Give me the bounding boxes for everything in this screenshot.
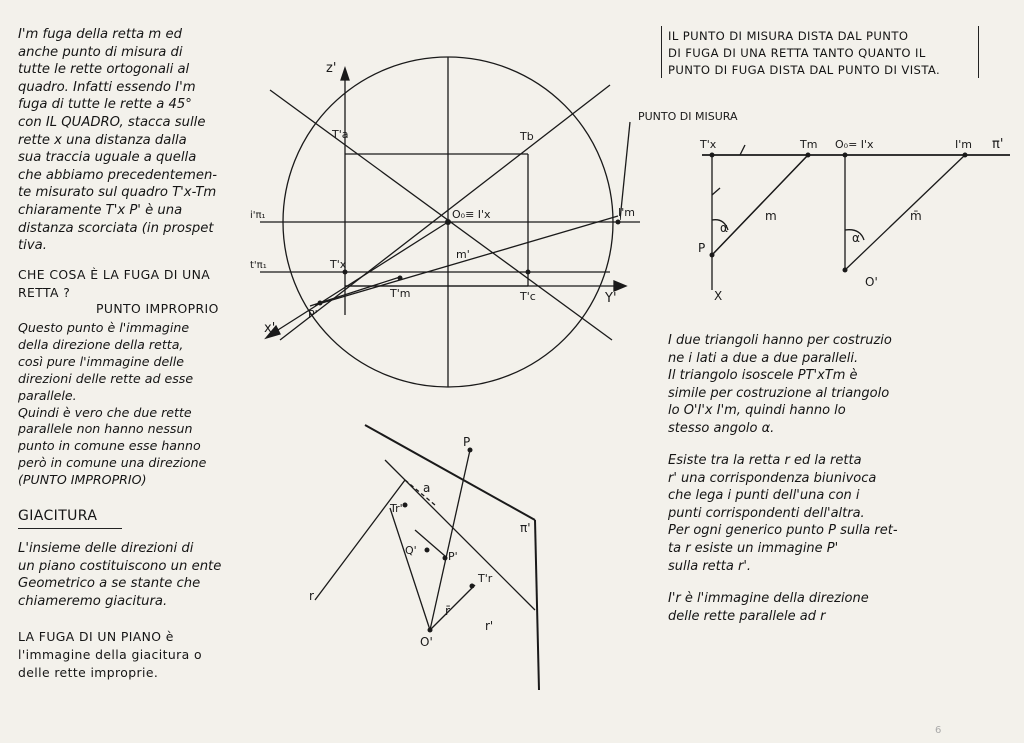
point-improper-title: PUNTO IMPROPRIO [96,301,219,316]
triangles-paragraph: I due triangoli hanno per costruzio ne i lati a due a due paralleli. Il triangolo isoscele PT'xTm è simile per costruzione al triangolo lo O'I'x I'm, quindi hanno lo stesso angolo α. [668,333,892,436]
point-improper-text: Questo punto è l'immagine della direzione della retta, così pure l'immagine delle direzioni delle rette ad esse parallele. Quindi è vero che due rette parallele non hanno nessun punto in comune esse hanno però in comune una direzione (PUNTO IMPROPRIO) [18,320,207,488]
label-a: a [423,481,431,495]
label-p-big: P [463,435,471,449]
label-p: P' [308,308,318,321]
measure-point-diagram [620,100,1020,300]
label-tx3: T'x [700,138,717,151]
boxed-note: IL PUNTO DI MISURA DISTA DAL PUNTO DI FUGA DI UNA RETTA TANTO QUANTO IL PUNTO DI FUGA DISTA DAL PUNTO DI VISTA. [668,29,941,77]
label-q: Q' [405,544,417,557]
label-r: r [309,589,314,603]
label-im: I'm [618,206,635,219]
label-r-prime: r' [485,619,494,633]
label-tpi: t'π₁ [250,260,267,271]
label-ta: T'a [332,128,349,141]
label-m-bar: m̄ [910,209,922,223]
label-tb: Tb [520,130,534,143]
fuga-piano-text: LA FUGA DI UN PIANO è l'immagine della giacitura o delle rette improprie. [18,629,202,680]
label-x: x' [264,321,276,336]
label-o3: O₀= I'x [835,138,874,151]
label-r-bar: r̄ [445,604,450,618]
label-tr: Tr' [390,502,403,515]
label-measure-title: PUNTO DI MISURA [638,110,738,123]
label-tm: T'm [390,287,411,300]
line-image-diagram [295,420,555,690]
label-o: O₀≡ I'x [452,208,491,221]
giacitura-text: L'insieme delle direzioni di un piano costituiscono un ente Geometrico a se stante che chiameremo giacitura. [18,541,222,609]
label-o-prime: O' [420,635,433,649]
bleed-through-text [590,8,850,20]
label-y: Y' [605,291,617,306]
ir-paragraph: I'r è l'immagine della direzione delle rette parallele ad r [668,591,869,624]
giacitura-title: GIACITURA [18,508,98,524]
label-tx: T'x [330,258,347,271]
label-tc: T'c [520,290,536,303]
question-heading: CHE COSA È LA FUGA DI UNA RETTA ? [18,267,211,300]
label-pi: π' [520,521,531,535]
label-x3: X [714,289,723,300]
correspondence-paragraph: Esiste tra la retta r ed la retta r' una corrispondenza biunivoca che lega i punti dell'una con i punti corrispondenti dell'altra. Per ogni generico punto P sulla ret- ta r esiste un immagine P' sulla retta r'. [668,453,898,574]
intro-paragraph: I'm fuga della retta m ed anche punto di misura di tutte le rette ortogonali al quadro. Infatti essendo I'm fuga di tutte le rette a 45° con IL QUADRO, stacca sulle rette x una distanza dalla sua traccia uguale a quella che abbiamo precedentemen- te misurato sul quadro T'x-Tm chiaramente T'x P' è una distanza scorciata (in prospet tiva. [18,27,218,254]
page-number: 6 [935,725,942,736]
label-tm3: Tm [800,138,818,151]
label-m: m' [456,248,470,261]
label-o-prime3: O' [865,275,878,289]
label-pi3: π' [992,137,1004,152]
label-tr2: T'r [478,572,493,585]
label-p3: P [698,241,706,255]
label-p-prime: P' [448,550,458,563]
label-alpha1: α [720,221,728,235]
label-m3: m [765,209,777,223]
label-ipi: i'π₁ [250,210,266,221]
label-alpha2: α [852,231,860,245]
perspective-circle-diagram [240,50,660,400]
label-z: z' [326,61,337,76]
label-im3: I'm [955,138,972,151]
giacitura-underline [18,528,122,529]
